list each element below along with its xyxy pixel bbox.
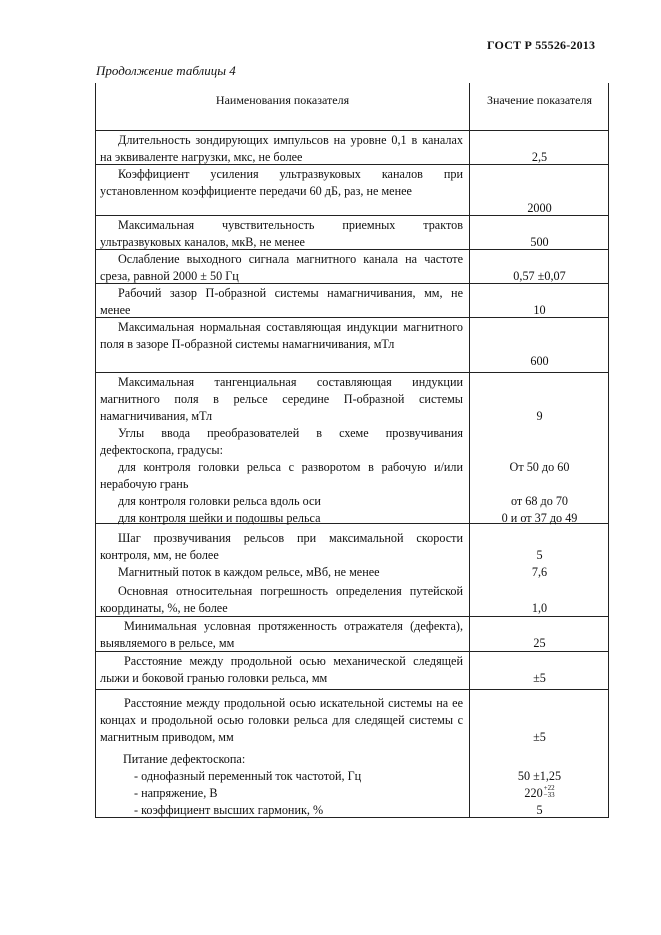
table-row-label: Коэффициент усиления ультразвуковых каналов при установленном коэффициенте передачи 60 дБ, раз, не менее [100, 167, 463, 198]
table-row-label: Максимальная тангенциальная составляющая индукции магнитного поля в рельсе середине П-образной системы намагничивания, мТл [100, 375, 463, 423]
table-row-value: 5 [536, 548, 543, 562]
table-row-label: Ослабление выходного сигнала магнитного канала на частоте среза, равной 2000 ± 50 Гц [100, 252, 463, 283]
voltage-tolerance [544, 785, 555, 799]
table-row-label: - коэффициент высших гармоник, % [134, 803, 324, 817]
table-row-label: Магнитный поток в каждом рельсе, мВб, не менее [118, 565, 380, 579]
voltage-tolerance-plus: +22 [543, 784, 555, 792]
table-row-value: от 68 до 70 [510, 494, 569, 508]
table-row-value: 2000 [527, 201, 552, 215]
table-row-value: 600 [530, 354, 549, 368]
table-continuation-caption: Продолжение таблицы 4 [96, 63, 236, 78]
table-row-label: Максимальная чувствительность приемных трактов ультразвуковых каналов, мкВ, не менее [100, 218, 463, 249]
voltage-nominal: 220 [524, 786, 543, 800]
table-row-value: ±5 [533, 671, 546, 685]
table-row-label: Длительность зондирующих импульсов на уровне 0,1 в каналах на эквиваленте нагрузки, мкс, не более [100, 133, 463, 164]
table-row-label: - однофазный переменный ток частотой, Гц [134, 769, 362, 783]
voltage-tolerance-minus: −33 [543, 791, 555, 799]
column-header-value: Значение показателя [486, 93, 593, 107]
document-id: ГОСТ Р 55526-2013 [487, 38, 596, 52]
table-row-label: Минимальная условная протяженность отражателя (дефекта), выявляемого в рельсе, мм [100, 619, 463, 650]
table-row-value: 0 и от 37 до 49 [501, 511, 578, 525]
table-row-value: 7,6 [531, 565, 548, 579]
table-row-label: для контроля головки рельса с разворотом в рабочую и/или нерабочую грань [100, 460, 463, 491]
table-row-value: 10 [533, 303, 546, 317]
table-row-label: - напряжение, В [134, 786, 218, 800]
table-row-label: Максимальная нормальная составляющая индукции магнитного поля в зазоре П-образной системы намагничивания, мТл [100, 320, 463, 351]
table-row-value: 25 [533, 636, 546, 650]
table-row-value: ±5 [533, 730, 546, 744]
table-row-value: 9 [536, 409, 543, 423]
table-row-label: для контроля шейки и подошвы рельса [118, 511, 321, 525]
row-divider [96, 130, 608, 131]
table-row-label: Углы ввода преобразователей в схеме прозвучивания дефектоскопа, градусы: [100, 426, 463, 457]
table-row-value: 5 [536, 803, 543, 817]
table-row-label: Расстояние между продольной осью искательной системы на ее концах и продольной осью головки рельса для следящей системы с магнитным приводом, мм [100, 696, 463, 744]
table-row-value: 50 ±1,25 [517, 769, 562, 783]
row-divider [96, 689, 608, 690]
table-row-value: 0,57 ±0,07 [513, 269, 566, 283]
column-header-parameter: Наименования показателя [215, 93, 350, 107]
table-row-value: 500 [530, 235, 549, 249]
table-row-label: Расстояние между продольной осью механической следящей лыжи и боковой гранью головки рельса, мм [100, 654, 463, 685]
table-row-label: Основная относительная погрешность определения путейской координаты, %, не более [100, 584, 463, 615]
voltage-value [469, 785, 610, 802]
column-divider [469, 83, 470, 817]
spec-table [95, 83, 609, 818]
table-row-label: для контроля головки рельса вдоль оси [118, 494, 321, 508]
table-row-value: 2,5 [531, 150, 548, 164]
row-divider [96, 372, 608, 373]
table-row-value: От 50 до 60 [509, 460, 570, 474]
power-supply-heading: Питание дефектоскопа: [123, 752, 246, 766]
table-row-label: Рабочий зазор П-образной системы намагничивания, мм, не менее [100, 286, 463, 317]
table-row-label: Шаг прозвучивания рельсов при максимальной скорости контроля, мм, не более [100, 531, 463, 562]
table-row-value: 1,0 [531, 601, 548, 615]
